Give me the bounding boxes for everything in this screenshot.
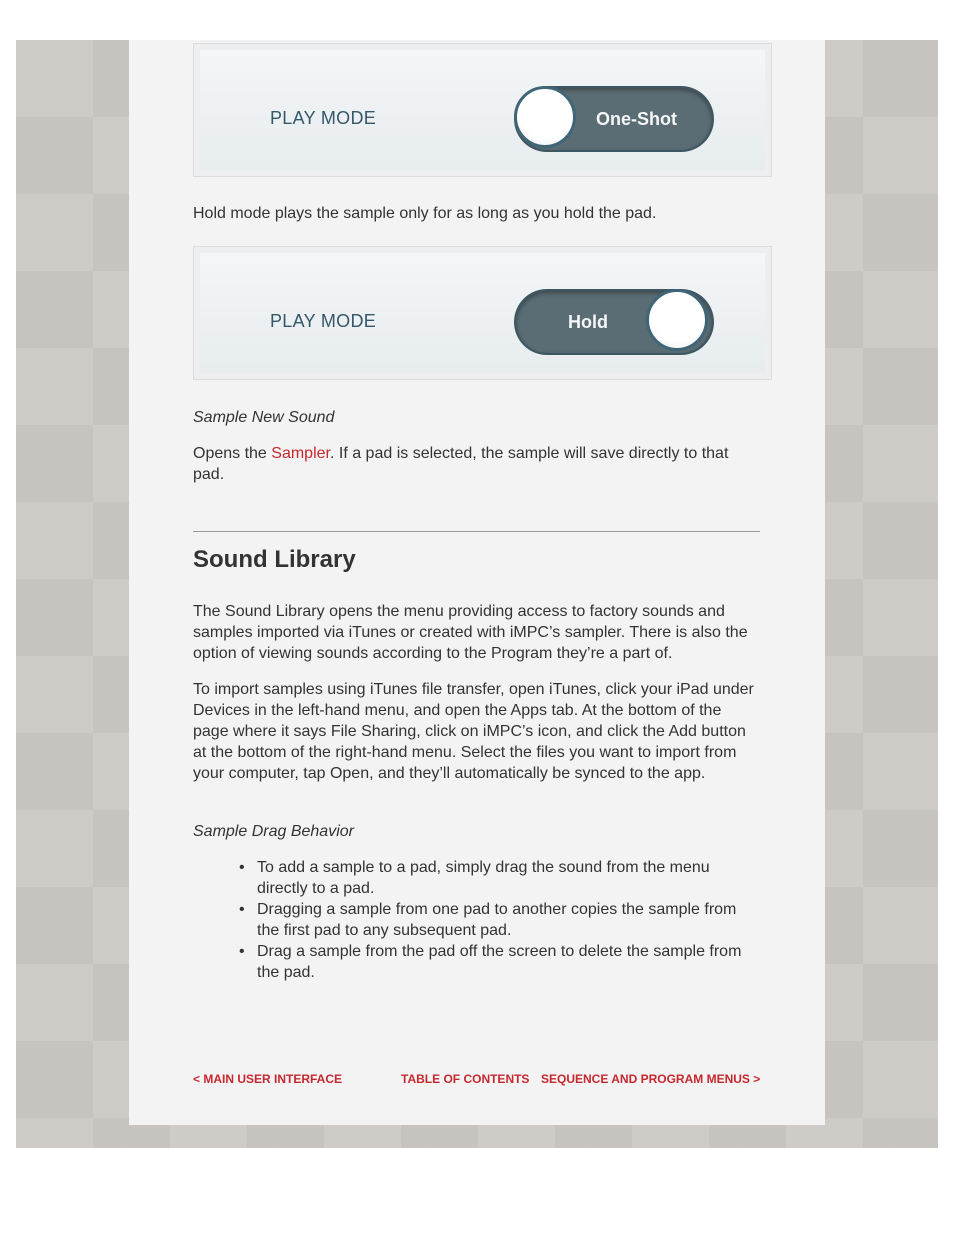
sample-drag-list (239, 857, 760, 983)
list-item: • To add a sample to a pad, simply drag the sound from the menu directly to a pad. (239, 859, 710, 897)
sampler-link[interactable]: Sampler (271, 445, 330, 462)
play-mode-label: PLAY MODE (270, 311, 377, 331)
switch-knob (646, 289, 708, 351)
prev-page-link[interactable]: < MAIN USER INTERFACE (193, 1072, 343, 1086)
list-item: • Drag a sample from the pad off the screen to delete the sample from the pad. (239, 943, 742, 981)
play-mode-label: PLAY MODE (270, 108, 377, 128)
sound-library-paragraph-2: To import samples using iTunes file transfer, open iTunes, click your iPad under Devices in the left-hand menu, and open the Apps tab. At the bottom of the page where it says File Sharing, click on iMPC’s icon, and click the Add button at the bottom of the right-hand menu. Select the files you want to import from your computer, tap Open, and they’ll automatically be synced to the app. (193, 681, 754, 782)
next-page-link[interactable]: SEQUENCE AND PROGRAM MENUS > (541, 1072, 761, 1086)
switch-knob (514, 86, 576, 148)
play-mode-switch (516, 88, 712, 150)
sound-library-paragraph-1: The Sound Library opens the menu providing access to factory sounds and samples imported via iTunes or created with iMPC’s sampler. There is also the option of viewing sounds according to the Program they’re a part of. (193, 603, 748, 662)
switch-value: One-Shot (596, 109, 677, 129)
sample-new-sound-heading: Sample New Sound (193, 409, 335, 426)
section-divider (193, 531, 760, 532)
table-of-contents-link[interactable]: TABLE OF CONTENTS (401, 1072, 530, 1086)
bullet-icon: • (239, 943, 245, 960)
list-item: • Dragging a sample from one pad to another copies the sample from the first pad to any subsequent pad. (239, 901, 737, 939)
hold-mode-text: Hold mode plays the sample only for as long as you hold the pad. (193, 205, 657, 222)
section-title: Sound Library (193, 546, 356, 573)
sample-new-sound-text: Opens the Sampler. If a pad is selected, the sample will save directly to that pad. (193, 445, 729, 483)
play-mode-hold-image (193, 246, 772, 380)
bullet-icon: • (239, 901, 245, 918)
play-mode-switch (516, 291, 712, 353)
switch-value: Hold (568, 312, 608, 332)
sample-drag-heading: Sample Drag Behavior (193, 823, 354, 840)
document-page (129, 40, 825, 1125)
bullet-icon: • (239, 859, 245, 876)
play-mode-one-shot-image (193, 43, 772, 177)
